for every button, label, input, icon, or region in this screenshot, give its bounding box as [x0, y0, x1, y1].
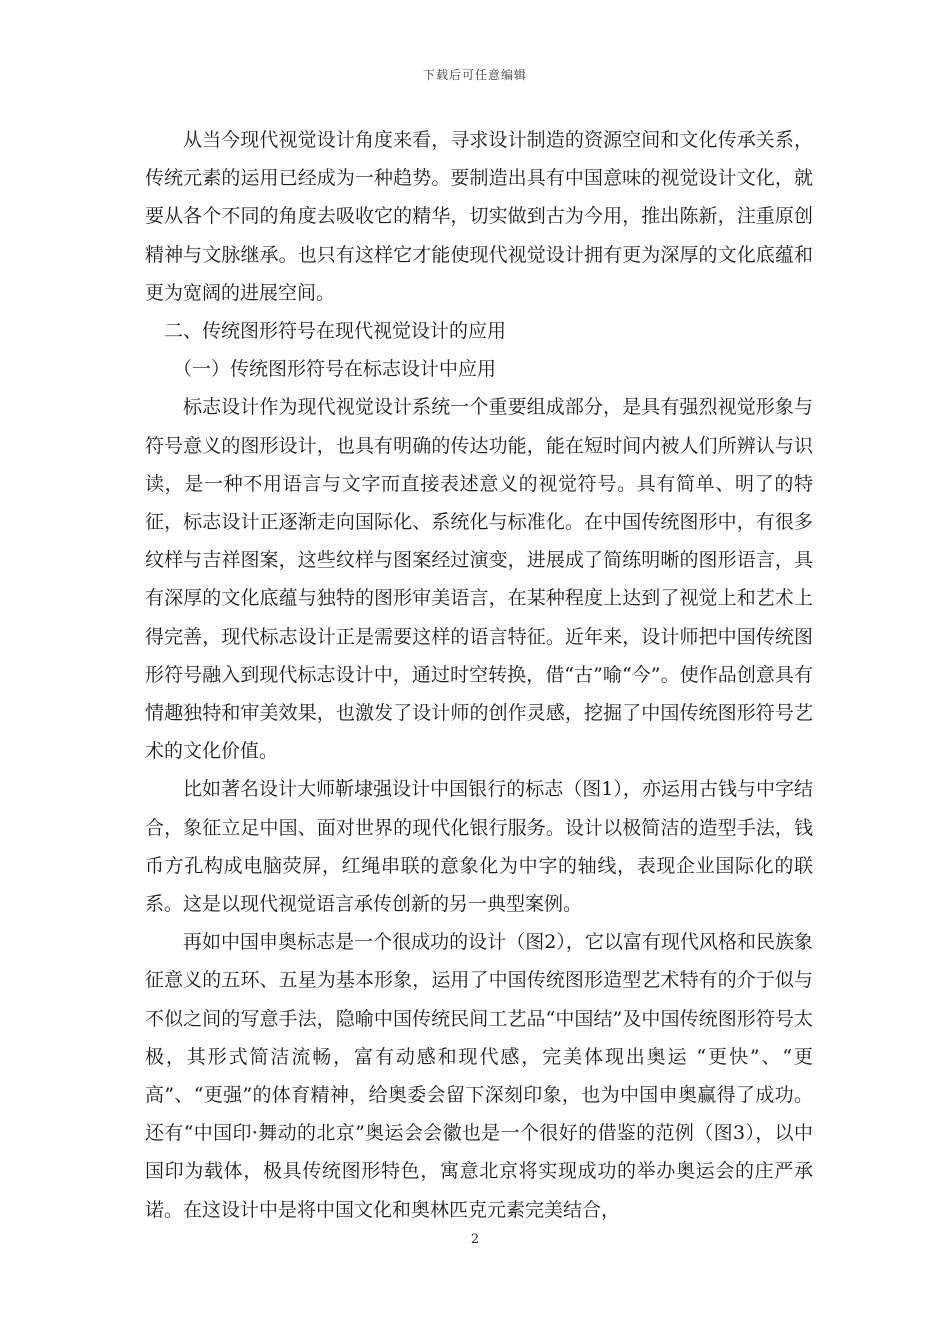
- paragraph-olympic-bid: 再如中国申奥标志是一个很成功的设计（图2），它以富有现代风格和民族象征意义的五环、五星为基本形象，运用了中国传统图形造型艺术特有的介于似与不似之间的写意手法，隐喻中国传统民间工艺品“中国结”及中国传统图形符号太极，其形式简洁流畅，富有动感和现代感，完美体现出奥运 “更快”、“更高”、“更强”的体育精神，给奥委会留下深刻印象，也为中国申奥赢得了成功。还有“中国印·舞动的北京”奥运会会徽也是一个很好的借鉴的范例（图3），以中国印为载体，极具传统图形特色，寓意北京将实现成功的举办奥运会的庄严承诺。在这设计中是将中国文化和奥林匹克元素完美结合，: [145, 931, 813, 1221]
- paragraph-logo-design: 标志设计作为现代视觉设计系统一个重要组成部分，是具有强烈视觉形象与符号意义的图形设计，也具有明确的传达功能，能在短时间内被人们所辨认与识读，是一种不用语言与文字而直接表述意义的视觉符号。具有简单、明了的特征，标志设计正逐渐走向国际化、系统化与标准化。在中国传统图形中，有很多纹样与吉祥图案，这些纹样与图案经过演变，进展成了简练明晰的图形语言，具有深厚的文化底蕴与独特的图形审美语言，在某种程度上达到了视觉上和艺术上得完善，现代标志设计正是需要这样的语言特征。近年来，设计师把中国传统图形符号融入到现代标志设计中，通过时空转换，借“古”喻“今”。使作品创意具有情趣独特和审美效果，也激发了设计师的创作灵感，挖掘了中国传统图形符号艺术的文化价值。: [145, 396, 813, 763]
- paragraph-bank-of-china: 比如著名设计大师靳埭强设计中国银行的标志（图1），亦运用古钱与中字结合，象征立足中国、面对世界的现代化银行服务。设计以极简洁的造型手法，钱币方孔构成电脑荧屏，红绳串联的意象化为中字的轴线，表现企业国际化的联系。这是以现代视觉语言承传创新的另一典型案例。: [145, 778, 813, 916]
- page-header-note: 下载后可任意编辑: [422, 68, 527, 82]
- document-body: [145, 121, 813, 1229]
- subsection-heading: （一）传统图形符号在标志设计中应用: [173, 358, 497, 381]
- paragraph-intro: 从当今现代视觉设计角度来看，寻求设计制造的资源空间和文化传承关系，传统元素的运用已经成为一种趋势。要制造出具有中国意味的视觉设计文化，就要从各个不同的角度去吸收它的精华，切实做到古为今用，推出陈新，注重原创精神与文脉继承。也只有这样它才能使现代视觉设计拥有更为深厚的文化底蕴和更为宽阔的进展空间。: [145, 129, 813, 304]
- page-number: 2: [470, 1232, 480, 1247]
- section-heading: 二、传统图形符号在现代视觉设计的应用: [164, 320, 507, 343]
